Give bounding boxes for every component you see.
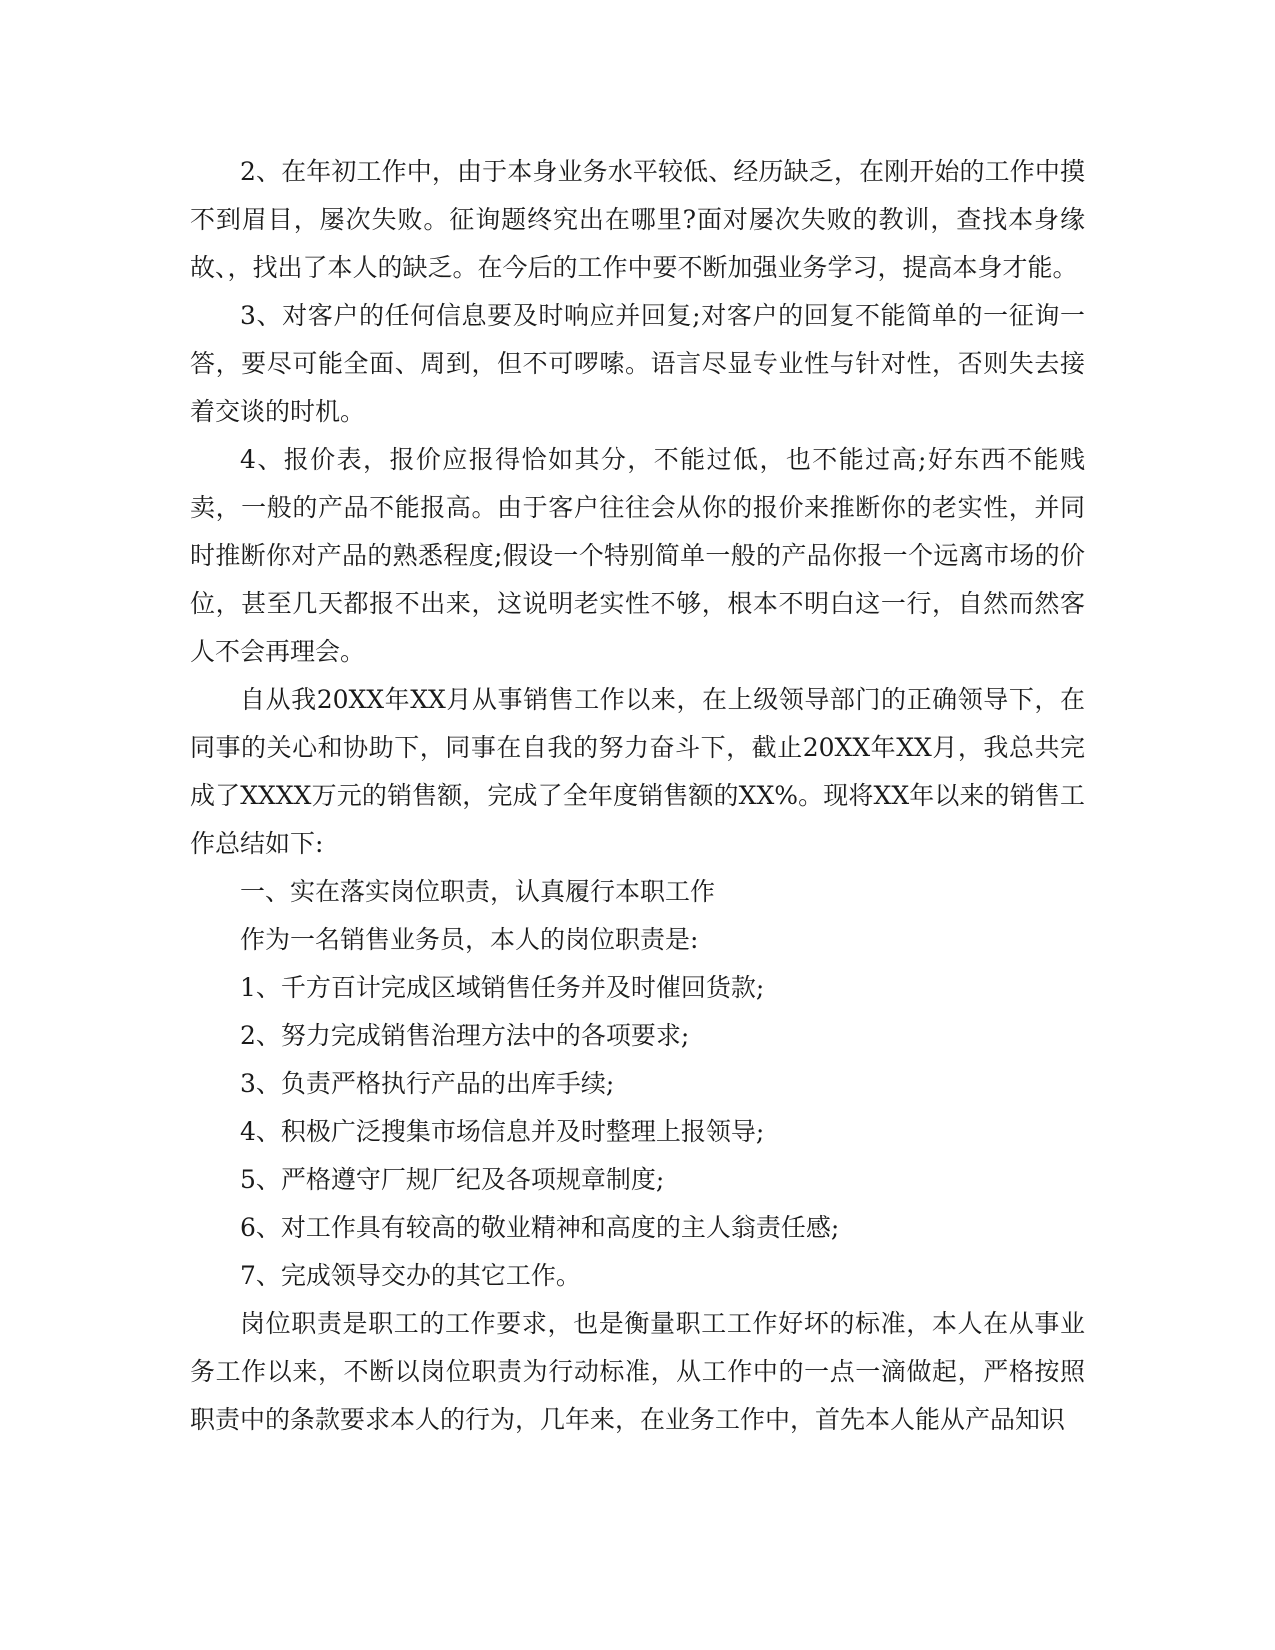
section-heading-1: 一、实在落实岗位职责，认真履行本职工作 — [240, 877, 716, 906]
duty-item-5: 5、严格遵守厂规厂纪及各项规章制度; — [240, 1165, 665, 1194]
paragraph-item-2: 2、在年初工作中，由于本身业务水平较低、经历缺乏，在刚开始的工作中摸不到眉目，屡次失败。征询题终究出在哪里?面对屡次失败的教训，查找本身缘故、，找出了本人的缺乏。在今后的工作中要不断加强业务学习，提高本身才能。 — [190, 157, 1085, 282]
duty-item-1: 1、千方百计完成区域销售任务并及时催回货款; — [240, 973, 765, 1002]
paragraph-item-4: 4、报价表，报价应报得恰如其分，不能过低，也不能过高;好东西不能贱卖，一般的产品不能报高。由于客户往往会从你的报价来推断你的老实性，并同时推断你对产品的熟悉程度;假设一个特别简单一般的产品你报一个远离市场的价位，甚至几天都报不出来，这说明老实性不够，根本不明白这一行，自然而然客人不会再理会。 — [190, 445, 1085, 666]
duty-item-2: 2、努力完成销售治理方法中的各项要求; — [240, 1021, 690, 1050]
duty-item-7: 7、完成领导交办的其它工作。 — [240, 1261, 581, 1290]
paragraph-duties-intro: 作为一名销售业务员，本人的岗位职责是: — [240, 925, 699, 954]
paragraph-item-3: 3、对客户的任何信息要及时响应并回复;对客户的回复不能简单的一征询一答，要尽可能全面、周到，但不可啰嗦。语言尽显专业性与针对性，否则失去接着交谈的时机。 — [190, 301, 1085, 426]
duty-item-3: 3、负责严格执行产品的出库手续; — [240, 1069, 615, 1098]
paragraph-sales-summary-intro: 自从我20XX年XX月从事销售工作以来，在上级领导部门的正确领导下，在同事的关心和协助下，同事在自我的努力奋斗下，截止20XX年XX月，我总共完成了XXXX万元的销售额，完成了全年度销售额的XX%。现将XX年以来的销售工作总结如下: — [190, 685, 1085, 858]
paragraph-duties-standard: 岗位职责是职工的工作要求，也是衡量职工工作好坏的标准，本人在从事业务工作以来，不断以岗位职责为行动标准，从工作中的一点一滴做起，严格按照职责中的条款要求本人的行为，几年来，在业务工作中，首先本人能从产品知识 — [190, 1309, 1085, 1434]
duty-item-6: 6、对工作具有较高的敬业精神和高度的主人翁责任感; — [240, 1213, 840, 1242]
duty-item-4: 4、积极广泛搜集市场信息并及时整理上报领导; — [240, 1117, 765, 1146]
document-body — [190, 148, 1085, 1444]
